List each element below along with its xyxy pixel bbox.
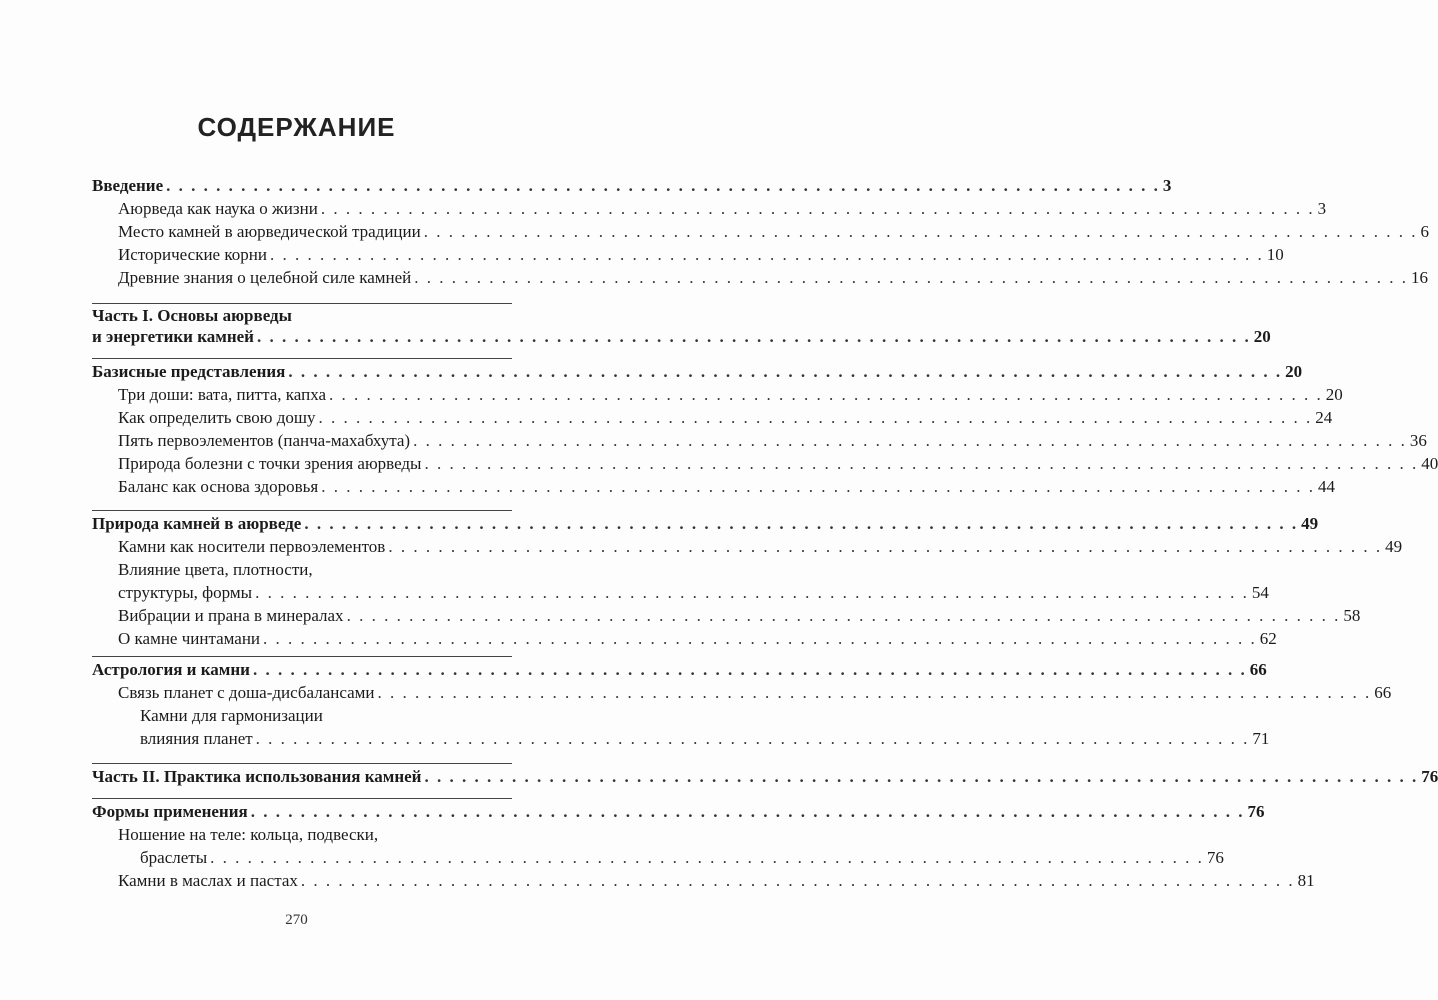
dot-leader: . . . . . . . . . . . . . . . . . . . . . . . . . . . . . . . . . . . . . . . . . . . . . . . . . . . . . . . . . . . . . . . . . . . . . . . . . . . . . . . . — [318, 408, 1313, 427]
toc-section-heading — [92, 326, 1271, 348]
toc-entry-title: Пять первоэлементов (панча-махабхута) — [118, 431, 411, 450]
toc-entry — [140, 705, 512, 727]
toc-entry-title: Введение — [92, 176, 164, 195]
toc-entry — [118, 476, 1336, 498]
dot-leader: . . . . . . . . . . . . . . . . . . . . . . . . . . . . . . . . . . . . . . . . . . . . . . . . . . . . . . . . . . . . . . . . . . . . . . . . . . . . . . . . — [255, 583, 1249, 602]
toc-entry — [118, 407, 1333, 429]
toc-page-number: 20 — [1253, 327, 1271, 346]
toc-page-number: 66 — [1374, 683, 1392, 702]
toc-entry — [118, 430, 1427, 452]
toc-entry — [118, 824, 512, 846]
dot-leader: . . . . . . . . . . . . . . . . . . . . . . . . . . . . . . . . . . . . . . . . . . . . . . . . . . . . . . . . . . . . . . . . . . . . . . . . . . . . . . . . — [424, 454, 1419, 473]
toc-page-number: 3 — [1162, 176, 1172, 195]
dot-leader: . . . . . . . . . . . . . . . . . . . . . . . . . . . . . . . . . . . . . . . . . . . . . . . . . . . . . . . . . . . . . . . . . . . . . . . . . . . . . . . . — [210, 848, 1204, 867]
toc-section-heading — [92, 513, 1319, 535]
toc-entry-title: Вибрации и прана в минералах — [118, 606, 344, 625]
toc-entry-title: Исторические корни — [118, 245, 267, 264]
toc-page-number: 66 — [1249, 660, 1267, 679]
toc-entry-title: Влияние цвета, плотности, — [118, 560, 313, 579]
toc-entry-title: Камни в маслах и пастах — [118, 871, 298, 890]
toc-entry — [118, 536, 1403, 558]
toc-entry — [118, 453, 1438, 475]
toc-entry — [118, 244, 1284, 266]
toc-entry-title: браслеты — [140, 848, 208, 867]
toc-page-number: 58 — [1343, 606, 1361, 625]
toc-page-number: 76 — [1421, 767, 1438, 786]
toc-page-number: 54 — [1251, 583, 1269, 602]
toc-entry-title: Часть I. Основы аюрведы — [92, 306, 292, 325]
dot-leader: . . . . . . . . . . . . . . . . . . . . . . . . . . . . . . . . . . . . . . . . . . . . . . . . . . . . . . . . . . . . . . . . . . . . . . . . . . . . . . . . — [329, 385, 1323, 404]
toc-section-heading — [92, 801, 1265, 823]
toc-entry — [118, 221, 1429, 243]
dot-leader: . . . . . . . . . . . . . . . . . . . . . . . . . . . . . . . . . . . . . . . . . . . . . . . . . . . . . . . . . . . . . . . . . . . . . . . . . . . . . . . . — [166, 176, 1160, 195]
toc-entry — [118, 628, 1277, 650]
toc-entry-title: Базисные представления — [92, 362, 286, 381]
toc-page-number: 10 — [1266, 245, 1284, 264]
section-divider — [92, 358, 512, 359]
toc-entry-title: Место камней в аюрведической традиции — [118, 222, 421, 241]
toc-entry-title: Как определить свою дошу — [118, 408, 316, 427]
toc-entry — [118, 559, 512, 581]
toc-entry-title: Часть II. Практика использования камней — [92, 767, 422, 786]
toc-entry-title: Природа болезни с точки зрения аюрведы — [118, 454, 422, 473]
toc-page-number: 20 — [1325, 385, 1343, 404]
dot-leader: . . . . . . . . . . . . . . . . . . . . . . . . . . . . . . . . . . . . . . . . . . . . . . . . . . . . . . . . . . . . . . . . . . . . . . . . . . . . . . . . — [256, 327, 1251, 346]
dot-leader: . . . . . . . . . . . . . . . . . . . . . . . . . . . . . . . . . . . . . . . . . . . . . . . . . . . . . . . . . . . . . . . . . . . . . . . . . . . . . . . . — [377, 683, 1372, 702]
dot-leader: . . . . . . . . . . . . . . . . . . . . . . . . . . . . . . . . . . . . . . . . . . . . . . . . . . . . . . . . . . . . . . . . . . . . . . . . . . . . . . . . — [321, 477, 1316, 496]
toc-page-number: 62 — [1259, 629, 1277, 648]
toc-page-number: 16 — [1411, 268, 1429, 287]
dot-leader: . . . . . . . . . . . . . . . . . . . . . . . . . . . . . . . . . . . . . . . . . . . . . . . . . . . . . . . . . . . . . . . . . . . . . . . . . . . . . . . . — [424, 767, 1419, 786]
toc-entry — [118, 582, 1269, 604]
toc-entry-title: Астрология и камни — [92, 660, 250, 679]
toc-section-heading — [92, 361, 1303, 383]
dot-leader: . . . . . . . . . . . . . . . . . . . . . . . . . . . . . . . . . . . . . . . . . . . . . . . . . . . . . . . . . . . . . . . . . . . . . . . . . . . . . . . . — [250, 802, 1245, 821]
toc-entry — [118, 605, 1361, 627]
toc-page-number: 49 — [1385, 537, 1403, 556]
section-divider — [92, 763, 512, 764]
toc-page-number: 40 — [1421, 454, 1438, 473]
toc-entry-title: Древние знания о целебной силе камней — [118, 268, 412, 287]
toc-entry-title: и энергетики камней — [92, 327, 254, 346]
dot-leader: . . . . . . . . . . . . . . . . . . . . . . . . . . . . . . . . . . . . . . . . . . . . . . . . . . . . . . . . . . . . . . . . . . . . . . . . . . . . . . . . — [423, 222, 1418, 241]
toc-entry-title: Камни для гармонизации — [140, 706, 323, 725]
section-divider — [92, 656, 512, 657]
toc-page-number: 71 — [1252, 729, 1270, 748]
dot-leader: . . . . . . . . . . . . . . . . . . . . . . . . . . . . . . . . . . . . . . . . . . . . . . . . . . . . . . . . . . . . . . . . . . . . . . . . . . . . . . . . — [269, 245, 1264, 264]
toc-entry-title: Ношение на теле: кольца, подвески, — [118, 825, 379, 844]
toc-page-number: 81 — [1297, 871, 1315, 890]
toc-section-heading — [92, 659, 1267, 681]
toc-page-number: 49 — [1301, 514, 1319, 533]
toc-entry-title: Аюрведа как наука о жизни — [118, 199, 318, 218]
toc-page-number: 76 — [1247, 802, 1265, 821]
toc-entry — [140, 728, 1270, 750]
toc-entry-title: Камни как носители первоэлементов — [118, 537, 386, 556]
dot-leader: . . . . . . . . . . . . . . . . . . . . . . . . . . . . . . . . . . . . . . . . . . . . . . . . . . . . . . . . . . . . . . . . . . . . . . . . . . . . . . . . — [413, 431, 1407, 450]
toc-entry-title: Связь планет с доша-дисбалансами — [118, 683, 375, 702]
toc-entry-title: структуры, формы — [118, 583, 253, 602]
toc-page-number: 6 — [1420, 222, 1429, 241]
toc-entry — [140, 847, 1224, 869]
page-title: СОДЕРЖАНИЕ — [197, 112, 396, 142]
toc-entry-title: О камне чинтамани — [118, 629, 261, 648]
toc-entry — [118, 682, 1392, 704]
dot-leader: . . . . . . . . . . . . . . . . . . . . . . . . . . . . . . . . . . . . . . . . . . . . . . . . . . . . . . . . . . . . . . . . . . . . . . . . . . . . . . . . — [288, 362, 1283, 381]
toc-page-number: 20 — [1285, 362, 1303, 381]
toc-section-heading — [92, 766, 1438, 788]
toc-entry-title: Природа камней в аюрведе — [92, 514, 302, 533]
dot-leader: . . . . . . . . . . . . . . . . . . . . . . . . . . . . . . . . . . . . . . . . . . . . . . . . . . . . . . . . . . . . . . . . . . . . . . . . . . . . . . . . — [304, 514, 1299, 533]
dot-leader: . . . . . . . . . . . . . . . . . . . . . . . . . . . . . . . . . . . . . . . . . . . . . . . . . . . . . . . . . . . . . . . . . . . . . . . . . . . . . . . . — [346, 606, 1341, 625]
dot-leader: . . . . . . . . . . . . . . . . . . . . . . . . . . . . . . . . . . . . . . . . . . . . . . . . . . . . . . . . . . . . . . . . . . . . . . . . . . . . . . . . — [320, 199, 1315, 218]
dot-leader: . . . . . . . . . . . . . . . . . . . . . . . . . . . . . . . . . . . . . . . . . . . . . . . . . . . . . . . . . . . . . . . . . . . . . . . . . . . . . . . . — [414, 268, 1409, 287]
dot-leader: . . . . . . . . . . . . . . . . . . . . . . . . . . . . . . . . . . . . . . . . . . . . . . . . . . . . . . . . . . . . . . . . . . . . . . . . . . . . . . . . — [252, 660, 1247, 679]
toc-entry — [118, 870, 1315, 892]
toc-entry — [118, 267, 1429, 289]
toc-entry — [118, 384, 1343, 406]
section-divider — [92, 798, 512, 799]
dot-leader: . . . . . . . . . . . . . . . . . . . . . . . . . . . . . . . . . . . . . . . . . . . . . . . . . . . . . . . . . . . . . . . . . . . . . . . . . . . . . . . . — [255, 729, 1250, 748]
toc-section-heading — [92, 175, 1172, 197]
toc-entry — [118, 198, 1327, 220]
toc-page-number: 44 — [1318, 477, 1336, 496]
toc-page-number: 36 — [1409, 431, 1427, 450]
toc-entry-title: Баланс как основа здоровья — [118, 477, 319, 496]
section-divider — [92, 303, 512, 304]
toc-section-heading — [92, 305, 512, 327]
toc-page-number: 24 — [1315, 408, 1333, 427]
dot-leader: . . . . . . . . . . . . . . . . . . . . . . . . . . . . . . . . . . . . . . . . . . . . . . . . . . . . . . . . . . . . . . . . . . . . . . . . . . . . . . . . — [263, 629, 1257, 648]
toc-entry-title: Три доши: вата, питта, капха — [118, 385, 327, 404]
toc-page-number: 3 — [1317, 199, 1327, 218]
dot-leader: . . . . . . . . . . . . . . . . . . . . . . . . . . . . . . . . . . . . . . . . . . . . . . . . . . . . . . . . . . . . . . . . . . . . . . . . . . . . . . . . — [300, 871, 1295, 890]
toc-page-number: 76 — [1206, 848, 1224, 867]
page-number: 270 — [285, 912, 308, 928]
toc-entry-title: влияния планет — [140, 729, 253, 748]
toc-entry-title: Формы применения — [92, 802, 248, 821]
dot-leader: . . . . . . . . . . . . . . . . . . . . . . . . . . . . . . . . . . . . . . . . . . . . . . . . . . . . . . . . . . . . . . . . . . . . . . . . . . . . . . . . — [388, 537, 1383, 556]
section-divider — [92, 510, 512, 511]
